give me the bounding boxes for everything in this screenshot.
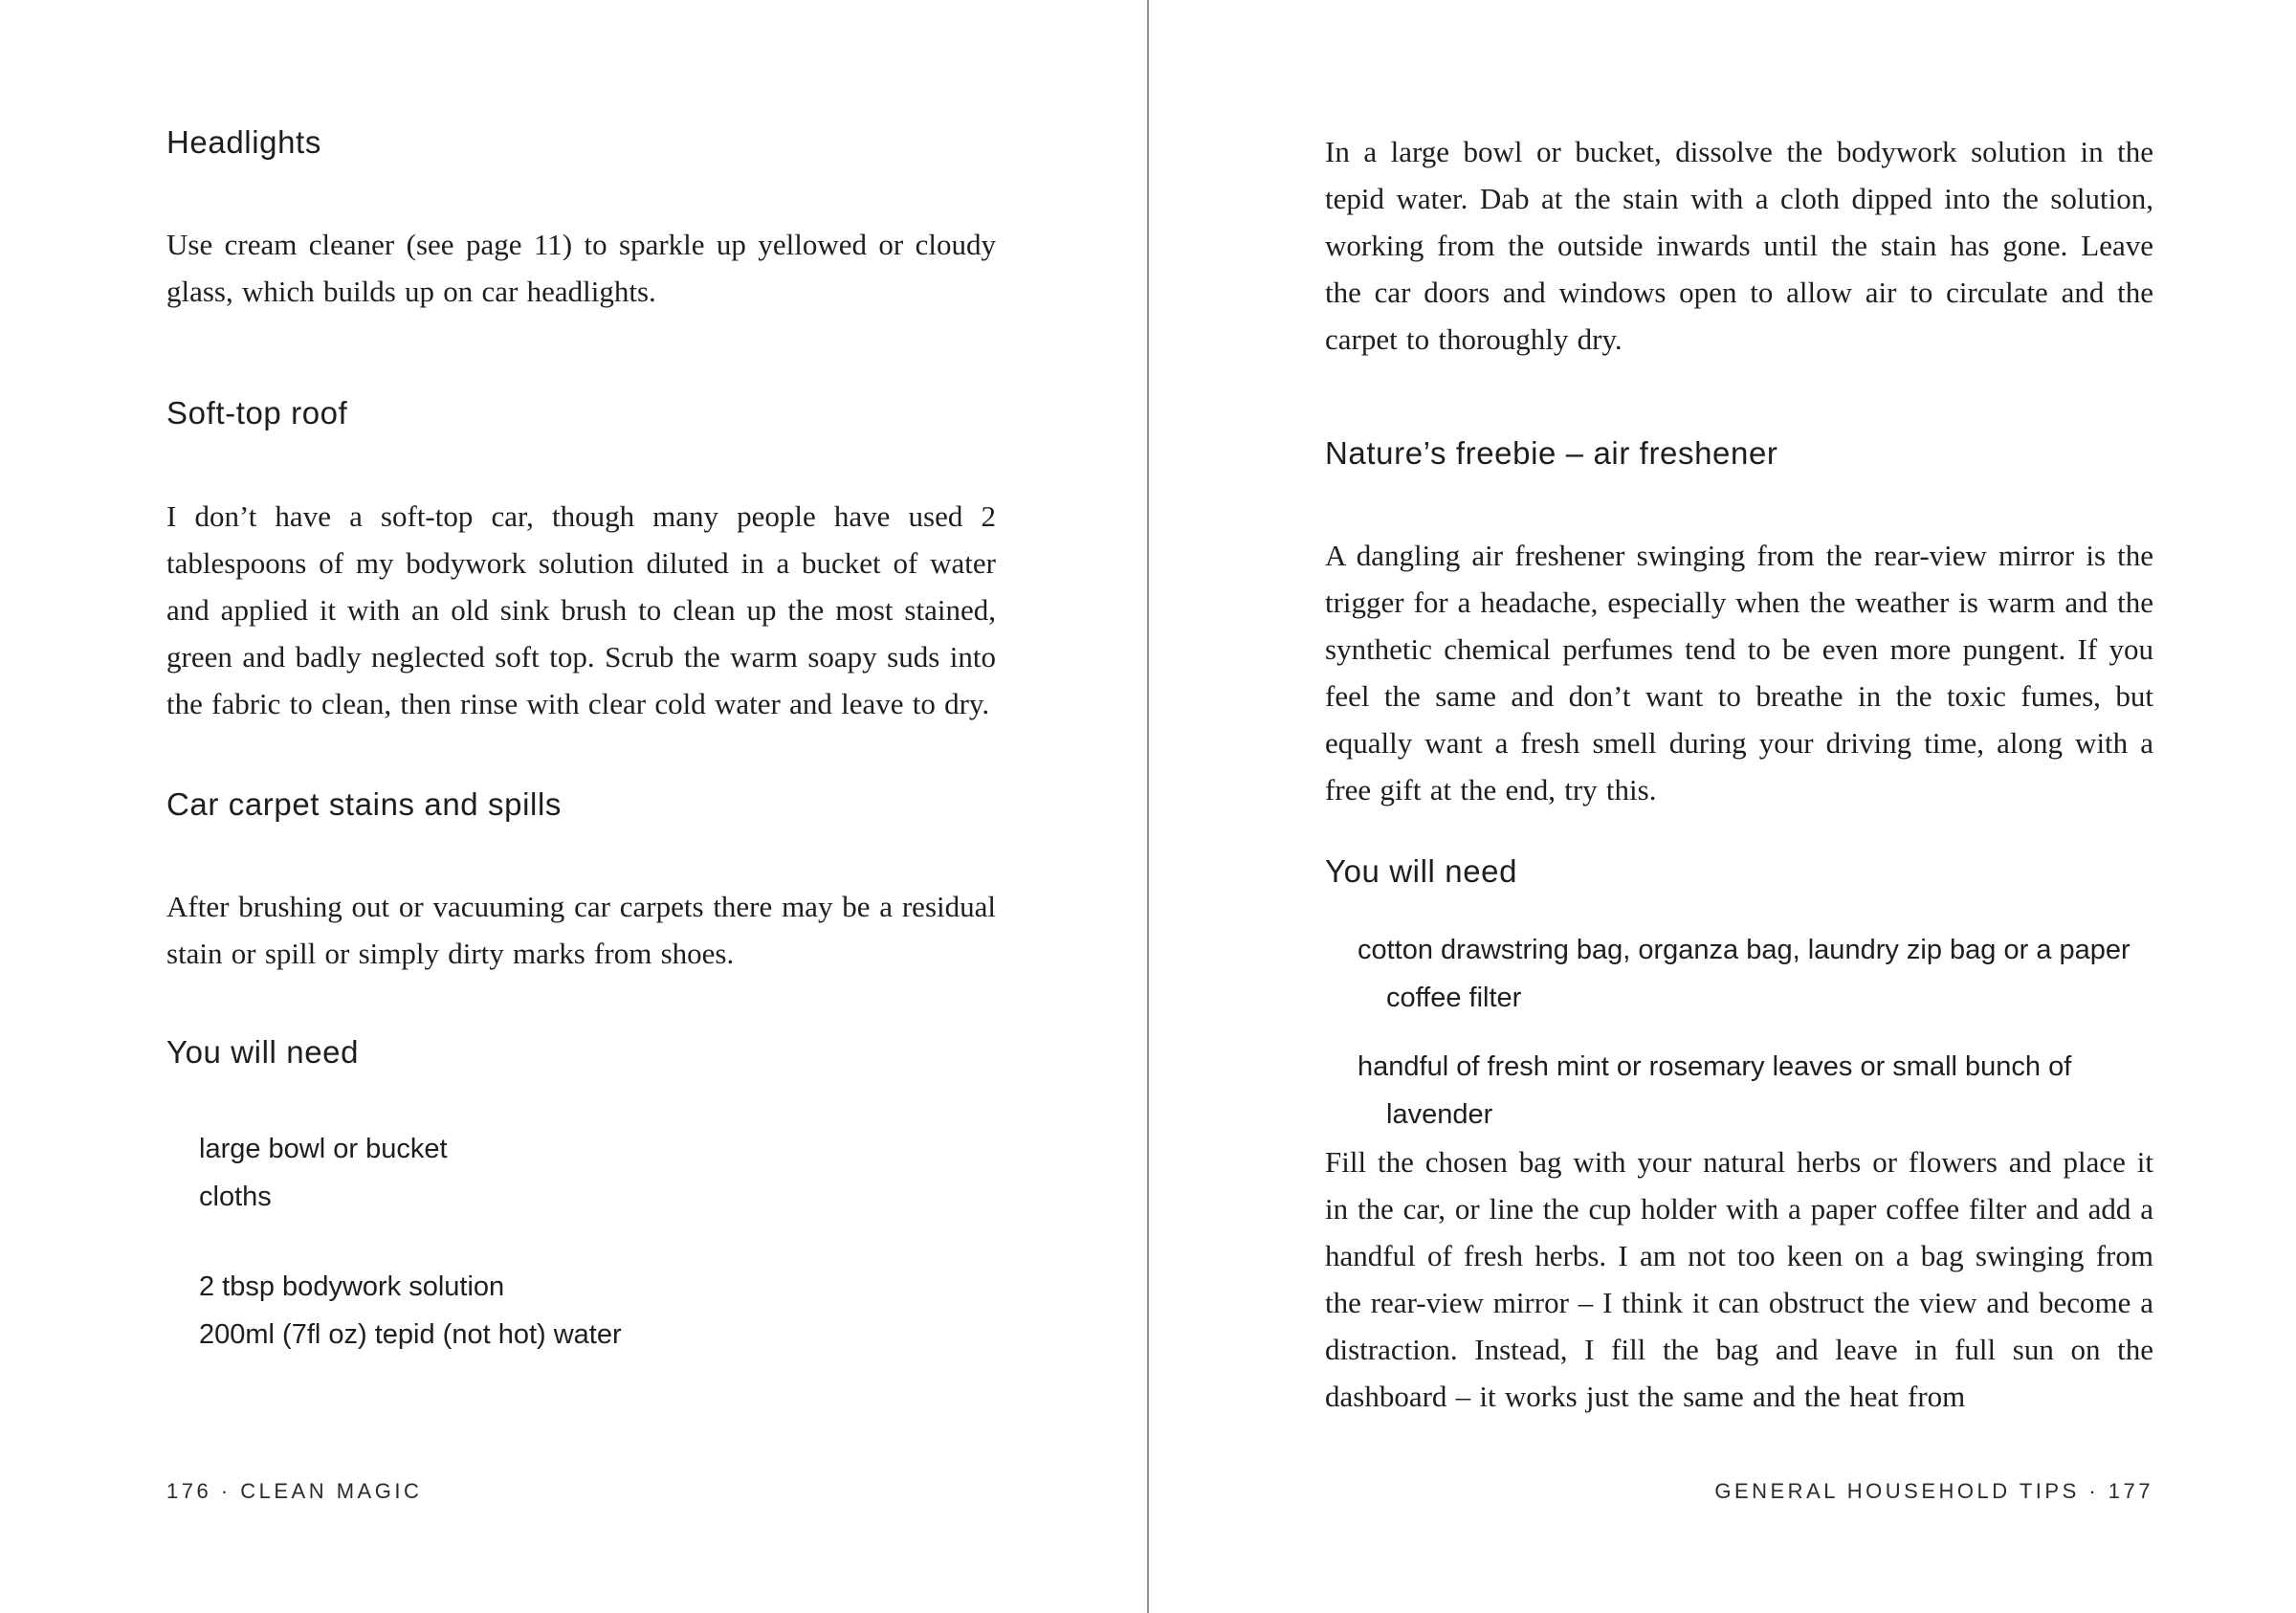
section-heading-headlights: Headlights (166, 124, 321, 160)
paragraph-headlights: Use cream cleaner (see page 11) to sparkle up yellowed or cloudy glass, which builds up on car headlights. (166, 228, 996, 309)
ingredient-item: cotton drawstring bag, organza bag, laundry zip bag or a paper coffee filter (1358, 934, 2130, 1013)
section-heading-soft-top: Soft-top roof (166, 395, 348, 431)
ingredient-item: 200ml (7fl oz) tepid (not hot) water (199, 1319, 622, 1350)
section-heading-air-freshener: Nature’s freebie – air freshener (1325, 435, 1778, 471)
ingredient-list (1358, 926, 2153, 1138)
paragraph-closing: Fill the chosen bag with your natural herbs or flowers and place it in the car, or line the cup holder with a paper coffee filter and add a handful of fresh herbs. I am not too keen on a bag swinging from the rear-view mirror – I think it can obstruct the view and become a distraction. Instead, I fill the bag and leave in full sun on the dashboard – it works just the same and the heat from (1325, 1144, 2153, 1413)
paragraph-soft-top: I don’t have a soft-top car, though many people have used 2 tablespoons of my bodywork solution diluted in a bucket of water and applied it with an old sink brush to clean up the most stained, green and badly neglected soft top. Scrub the warm soapy suds into the fabric to clean, then rinse with clear cold water and leave to dry. (166, 498, 996, 720)
ingredient-list (199, 1125, 996, 1359)
paragraph-air-freshener: A dangling air freshener swinging from the rear-view mirror is the trigger for a headache, especially when the weather is warm and the synthetic chemical perfumes tend to be even more pungent. If you feel the same and don’t want to breathe in the toxic fumes, but equally want a fresh smell during your driving time, along with a free gift at the end, try this. (1325, 539, 2153, 807)
paragraph-carpet: After brushing out or vacuuming car carpets there may be a residual stain or spill or simply dirty marks from shoes. (166, 889, 996, 970)
ingredient-item: cloths (199, 1182, 272, 1212)
page-right (1325, 0, 2153, 1613)
page-footer-left: 176 · CLEAN MAGIC (166, 1479, 423, 1503)
paragraph-intro: In a large bowl or bucket, dissolve the bodywork solution in the tepid water. Dab at the stain with a cloth dipped into the solution, working from the outside inwards until the stain has gone. Leave the car doors and windows open to allow air to circulate and the carpet to thoroughly dry. (1325, 135, 2153, 356)
section-heading-you-will-need: You will need (1325, 853, 1518, 890)
ingredient-item: handful of fresh mint or rosemary leaves or small bunch of lavender (1358, 1050, 2072, 1130)
ingredient-item: 2 tbsp bodywork solution (199, 1271, 505, 1302)
page-footer-right: GENERAL HOUSEHOLD TIPS · 177 (1714, 1479, 2153, 1503)
ingredient-item: large bowl or bucket (199, 1134, 448, 1164)
page-left (166, 0, 996, 1613)
section-heading-you-will-need: You will need (166, 1033, 360, 1070)
section-heading-carpet: Car carpet stains and spills (166, 785, 562, 822)
page-divider (1147, 0, 1149, 1613)
